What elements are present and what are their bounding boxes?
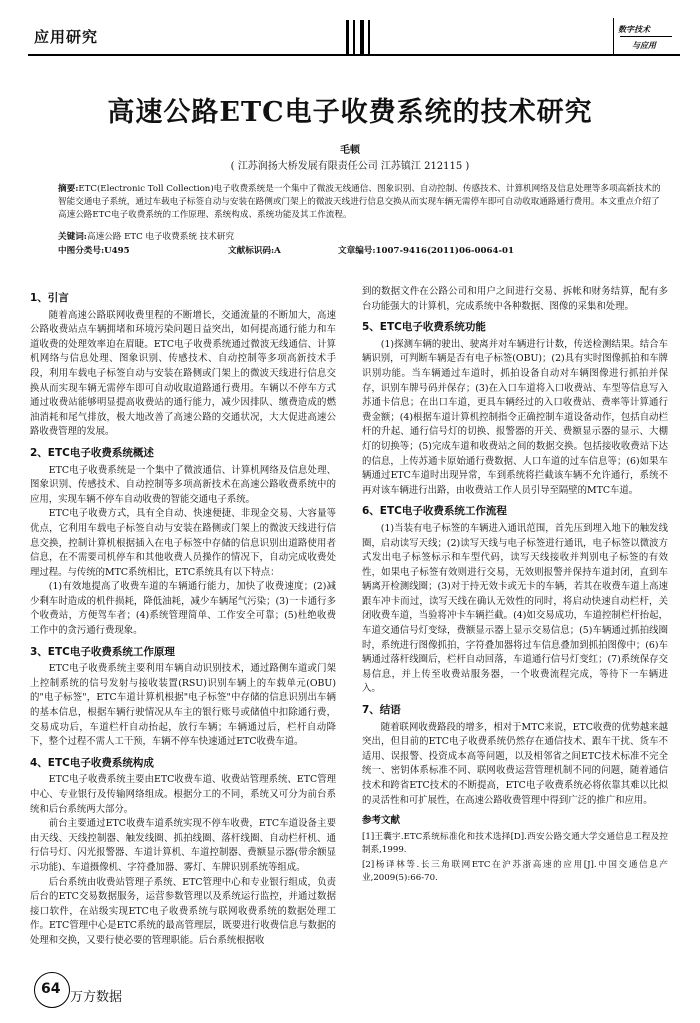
running-header [28, 18, 680, 56]
section-heading: 1、引言 [30, 292, 69, 304]
left-column [30, 285, 336, 949]
section-heading: 3、ETC电子收费系统工作原理 [30, 645, 175, 658]
abstract-label: 摘要: [58, 184, 79, 194]
journal-logo [613, 18, 676, 54]
section-heading: 2、ETC电子收费系统概述 [30, 446, 154, 459]
page-footer [34, 972, 234, 1012]
paragraph: (1)有效地提高了收费车道的车辆通行能力，加快了收费速度；(2)减少剩车时造成的机件损耗，降低油耗，减少车辆尾气污染；(3)一卡通行多个收费站，方便驾车者；(4)系统管理简单、工作安全可靠；(5)杜绝收费工作中的贪污通行费现象。 [30, 581, 336, 637]
section-label: 应用研究 [34, 28, 99, 46]
logo-line1: 数字技术 [618, 25, 650, 34]
section-heading: 6、ETC电子收费系统工作流程 [362, 505, 507, 518]
section-heading: 5、ETC电子收费系统功能 [362, 321, 486, 334]
author: 毛顿 [340, 145, 360, 156]
paragraph: 随着联网收费路段的增多，相对于MTC来说，ETC收费的优势越来越突出，但目前的ETC电子收费系统仍然存在通信技术、跟车干扰、货车不适用、误报警、投资成本高等问题，以及相邻省之间ETC技术标准不完全统一、密钥体系标准不同、联网收费运营管理机制不同的问题，随着通信技术和跨省ETC技术的不断提高，ETC电子收费系统必将依靠其难以比拟的灵活性和可扩展性，在高速公路收费管理中得到广泛的推广和应用。 [362, 721, 668, 806]
paragraph: 前台主要通过ETC收费车道系统实现不停车收费，ETC车道设备主要由天线、天线控制器、触发线圈、抓拍线圈、落杆线圈、自动栏杆机、通行信号灯、闪光报警器、车道计算机、车道控制器、费额显示器(带余额显示功能)、车道摄像机、字符叠加器、雾灯、车牌识别系统等组成。 [30, 818, 336, 873]
logo-line2: 与应用 [632, 41, 656, 50]
classification-line [58, 245, 663, 258]
section-heading: 7、结语 [362, 704, 401, 717]
paragraph: (1)当装有电子标签的车辆进入通讯范围，首先压到埋入地下的触发线圈，启动读写天线；(2)读写天线与电子标签进行通讯，电子标签以微波方式发出电子标签标示和车型代码，读写天线接收并判别电子标签的有效性，如果电子标签有效则进行交易，无效则报警并保持车道封闭，直到车辆离开检测线圈；(3)对于持无效卡或无卡的车辆，若其在收费车道上高速跟车冲卡而过，读写天线在确认无效性的同时，将启动快速自动栏杆，关闭收费车道，当验将冲卡车辆拦截。(4)如交易成功，车道控制栏杆抬起，车道交通信号灯变绿，费额显示器上显示交易信息；(5)车辆通过抓拍线圈时，系统进行图像抓拍，字符叠加器将过车信息叠加到抓拍图像中；(6)车辆通过落杆线圈后，栏杆自动回落，车道通行信号灯变红；(7)系统保存交易信息，并上传至收费站服务器，一个收费流程完成，等待下一车辆进入。 [362, 522, 668, 695]
right-column [362, 285, 668, 887]
paragraph: ETC电子收费系统是一个集中了微波通信、计算机网络及信息处理、图象识别、传感技术、自动控制等多项高新技术在高速公路收费系统中的应用，实现车辆不停车自动收费的智能交通电子系统。 [30, 464, 336, 505]
references-heading: 参考文献 [362, 815, 401, 827]
clc-number: 中图分类号:U495 [58, 246, 130, 256]
paragraph: 到的数据文件在公路公司和用户之间进行交易、拆帐和财务结算，配有多台功能强大的计算机，完成系统中各种数据、图像的采集和处理。 [362, 286, 668, 312]
section-heading: 4、ETC电子收费系统构成 [30, 756, 154, 769]
paragraph: ETC电子收费方式，具有全自动、快速便捷、非现金交易、大容量等优点，它利用车载电子标签自动与安装在路侧或门架上的微波天线进行信息交换，控制计算机根据插入在电子标签中存储的信息识别出道路使用者信息，在不需要司机停车和其他收费人员操作的情况下，自动完成收费处理过程。与传统的MTC系统相比，ETC系统具有以下特点： [30, 508, 336, 578]
header-rule [28, 54, 680, 56]
paragraph: 后台系统由收费站管理子系统、ETC管理中心和专业银行组成，负责后台的ETC交易数据服务，运营参数管理以及系统运行监控，并通过数据接口软件，在站级实现ETC电子收费系统与联网收费系统的数据处理工作。ETC管理中心是ETC系统的最高管理层，既要进行收费信息与数据的处理和交换，又要行使必要的管理职能。后台系统根据收 [30, 876, 336, 946]
paper-title: 高速公路ETC电子收费系统的技术研究 [107, 97, 593, 128]
header-bars-decoration [346, 20, 386, 54]
keywords-label: 关键词: [58, 232, 87, 242]
paragraph: 随着高速公路联网收费里程的不断增长，交通流量的不断加大，高速公路收费站点车辆拥堵和环境污染问题日益突出，如何提高通行能力和车道收费的处理效率迫在眉睫。ETC电子收费系统通过微波无线通信、计算机网络与信息处理、图象识别、传感技术、自动控制等多项高新技术手段，利用车载电子标签自动与安装在路侧或门架上的微波天线进行信息交换从而实现车辆无需停车即可自动收取道路通行费用。车辆以不停车方式通过收费站能够明显提高收费站的通行能力，减少因排队、缴费造成的燃油消耗和尾气排放，极大地改善了高速公路的交通状况，大大促进高速公路收费管理的发展。 [30, 309, 336, 438]
keywords [58, 231, 663, 244]
abstract [58, 183, 663, 222]
doc-code: 文献标识码:A [228, 246, 281, 256]
affiliation: ( 江苏润扬大桥发展有限责任公司 江苏镇江 212115 ) [230, 161, 470, 172]
article-number: 文章编号:1007-9416(2011)06-0064-01 [338, 246, 514, 256]
watermark: 万方数据 [70, 990, 123, 1005]
page-number-badge [34, 972, 70, 1008]
reference-item: [1]王囊宇.ETC系统标准化和技术选择[D].西安公路交通大学交通信息工程及控制系,1999. [362, 831, 668, 855]
reference-item: [2]杨译林等.长三角联网ETC在沪苏浙高速的应用[J].中国交通信息产业,2009(5):66-70. [362, 859, 668, 883]
paragraph: ETC电子收费系统主要利用车辆自动识别技术，通过路侧车道或门架上控制系统的信号发射与接收装置(RSU)识别车辆上的车载单元(OBU)的"电子标签"，ETC车道计算机根据"电子标签"中存储的信息识别出车辆的基本信息，根据车辆行驶情况从车主的银行账号或储值中扣除通行费，交易成功后，车道栏杆自动抬起，放行车辆；车辆通过后，栏杆自动降下，整个过程不需人工干预，车辆不停车快速通过ETC收费车道。 [30, 663, 336, 748]
paragraph: (1)探测车辆的驶出、驶离并对车辆进行计数，传送检测结果。结合车辆识别，可判断车辆是否有电子标签(OBU)；(2)具有实时图像抓拍和车牌识别功能。当车辆通过车道时，抓拍设备自动对车辆图像进行抓拍并保存，识别车牌号码并保存；(3)在入口车道将入口收费站、车型等信息写入苏通卡信息；在出口车道，更具车辆经过的入口收费站、费率等计算通行费金额；(4)根据车道计算机控制指令正确控制车道设备动作，包括自动栏杆的升起、通行信号灯的切换、报警器的开关、费额显示器的显示、大棚灯的切换等；(5)完成车道和收费站之间的数据交换。包括接收收费站下达的信息，上传苏通卡原始通行费数据、人口车道的过车信息等；(6)如果车辆通过ETC车道时出现异常，车到系统将拦截该车辆不允许通行，系统不再对该车辆进行出路，由收费站工作人员引导至隔壁的MTC车道。 [362, 338, 668, 496]
keywords-text: 高速公路 ETC 电子收费系统 技术研究 [86, 232, 235, 242]
page-number: 64 [41, 981, 61, 997]
paragraph: ETC电子收费系统主要由ETC收费车道、收费站管理系统、ETC管理中心、专业银行及传输网络组成。根据分工的不同，系统又可分为前台系统和后台系统两大部分。 [30, 774, 336, 815]
abstract-text: ETC(Electronic Toll Collection)电子收费系统是一个集中了微波无线通信、图象识别、自动控制、传感技术、计算机网络及信息处理等多项高新技术的智能交通电子系统，通过车载电子标签自动与安装在路侧或门架上的微波天线进行信息交换从而实现车辆无需停车即可自动收取通路通行费用。本文重点介绍了高速公路ETC电子收费系统的工作原理、系统构成、系统功能及其工作流程。 [58, 184, 661, 220]
